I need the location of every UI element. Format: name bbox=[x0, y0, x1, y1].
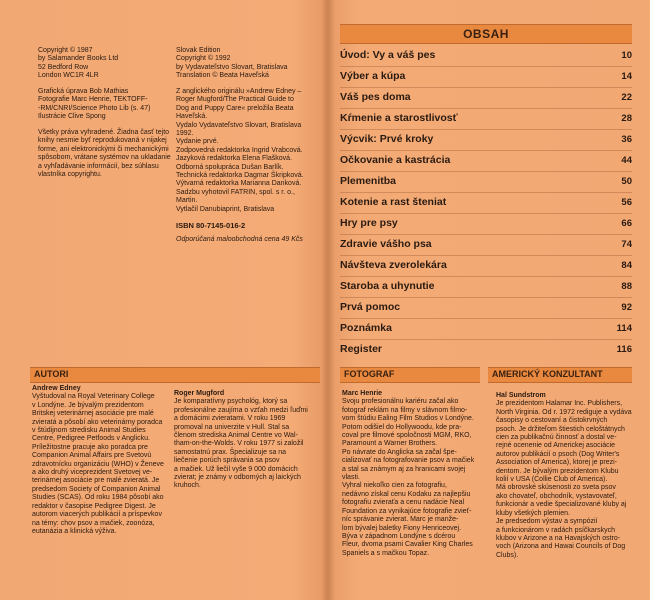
text-line: v štúdijnom stredisku Animal Studies bbox=[32, 427, 146, 435]
text-line: kolií v USA (Collie Club of America). bbox=[496, 476, 608, 484]
text-line: Potom odišiel do Hollywoodu, kde pra- bbox=[342, 423, 462, 431]
text-line: samostatnú prax. Špecializuje sa na bbox=[174, 448, 287, 456]
text-line: a ako druhý viceprezident Svetovej ve- bbox=[32, 469, 153, 477]
text-line: fotograf reklám na filmy v slávnom filmo- bbox=[342, 406, 468, 414]
text-line: ako chovateľ, obchodník, vystavovateľ, bbox=[496, 492, 617, 500]
text-line: Centre, Pedigree Petfoods v Anglicku. bbox=[32, 435, 150, 443]
text-line: Spaniels a s mačkou Topaz. bbox=[342, 549, 430, 557]
toc-item-page: 50 bbox=[621, 176, 632, 187]
bio-edney bbox=[32, 385, 164, 536]
toc-item bbox=[340, 277, 632, 298]
bio-name: Marc Henrie bbox=[342, 390, 383, 397]
toc-item bbox=[340, 214, 632, 235]
text-line: voch (Arizona and Hawai Councils of Dog bbox=[496, 543, 626, 551]
text-line: spôsobom, vrátane systémov na ukladanie bbox=[38, 154, 171, 162]
text-line: členom strediska Animal Centre vo Wal- bbox=[174, 432, 298, 440]
text-line: cien za publikačnú činnosť a dostal ve- bbox=[496, 434, 617, 442]
text-line: Foundation za vynikajúce fotografie zvieť- bbox=[342, 507, 472, 515]
toc-item-title: Kŕmenie a starostlivosť bbox=[340, 112, 458, 124]
text-line: knihy nesmie byť reprodukovaná v nijakej bbox=[38, 137, 167, 145]
text-line: Vyhral niekoľko cien za fotografiu, bbox=[342, 482, 447, 490]
toc-item-title: Poznámka bbox=[340, 322, 392, 334]
text-line: Po návrate do Anglicka sa začal špe- bbox=[342, 448, 457, 456]
toc-item bbox=[340, 67, 632, 88]
text-line: Paramount a Warner Brothers. bbox=[342, 440, 438, 448]
text-line: Copyright © 1992 bbox=[176, 55, 231, 63]
toc-item-page: 22 bbox=[621, 92, 632, 103]
text-line: North Virginia. Od r. 1972 rediguje a vydáva bbox=[496, 408, 632, 416]
toc-item bbox=[340, 340, 632, 360]
text-line: forme, ani elektronickými či mechanickými bbox=[38, 145, 169, 153]
toc-item bbox=[340, 235, 632, 256]
text-line: zvierat; je známy v odborných aj laických bbox=[174, 474, 301, 482]
text-line: eutanázia a klinická výživa. bbox=[32, 527, 117, 535]
text-line: Výtvarná redaktorka Marianna Danková. bbox=[176, 180, 302, 188]
toc-heading-bar bbox=[340, 24, 632, 44]
text-line: v Londýne. Je bývalým prezidentom bbox=[32, 401, 144, 409]
text-line: Odborná spolupráca Dušan Barlík. bbox=[176, 163, 284, 171]
toc-item bbox=[340, 256, 632, 277]
bio-name: Roger Mugford bbox=[174, 390, 225, 397]
text-line: a vyhľadávanie informácií, bez súhlasu bbox=[38, 162, 159, 170]
text-line: nedávno získal cenu Kodaku za najlepšiu bbox=[342, 490, 471, 498]
toc-item-title: Výber a kúpa bbox=[340, 70, 406, 82]
toc-item-title: Váš pes doma bbox=[340, 91, 411, 103]
toc-item-title: Staroba a uhynutie bbox=[340, 280, 435, 292]
toc-item-title: Hry pre psy bbox=[340, 217, 398, 229]
text-line: Fleur, dvoma psami Cavalier King Charles bbox=[342, 541, 473, 549]
text-line: Je prezidentom Halamar Inc. Publishers, bbox=[496, 400, 623, 408]
text-line: Britskej veterinárnej asociácie pre malé bbox=[32, 410, 154, 418]
toc-item-page: 10 bbox=[621, 50, 632, 61]
text-line: 52 Bedford Row bbox=[38, 63, 89, 71]
text-line: zvieratá a pôsobí ako veterinárny poradca bbox=[32, 418, 163, 426]
toc-item bbox=[340, 109, 632, 130]
text-line: redaktor v časopise Pedigree Digest. Je bbox=[32, 502, 156, 510]
price-line: Odporúčaná maloobchodná cena 49 Kčs bbox=[176, 236, 303, 243]
text-line: Fotografie Marc Henrie, TEKTOFF- bbox=[38, 96, 148, 104]
section-label: AMERICKÝ KONZULTANT bbox=[492, 369, 603, 379]
toc-item bbox=[340, 193, 632, 214]
text-line: by Vydavateľstvo Slovart, Bratislava bbox=[176, 63, 288, 71]
text-line: Zodpovedná redaktorka Ingrid Vrabcová. bbox=[176, 146, 303, 154]
toc-item-title: Prvá pomoc bbox=[340, 301, 401, 313]
text-line: Dog and Puppy Care« preložila Beata bbox=[176, 104, 294, 112]
text-line: Svoju profesionálnu kariéru začal ako bbox=[342, 398, 459, 406]
toc-item-title: Výcvik: Prvé kroky bbox=[340, 133, 434, 145]
toc-item-title: Očkovanie a kastrácia bbox=[340, 154, 451, 166]
page-fold bbox=[321, 0, 335, 600]
bio-name: Hal Sundstrom bbox=[496, 392, 546, 399]
text-line: klubov v Arizone a na Havajských ostro- bbox=[496, 534, 621, 542]
text-line: vlastníka copyrightu. bbox=[38, 171, 102, 179]
bio-henrie bbox=[342, 390, 474, 558]
original-block bbox=[176, 88, 304, 214]
text-line: Je komparatívny psychológ, ktorý sa bbox=[174, 398, 288, 406]
toc-item-title: Kotenie a rast šteniat bbox=[340, 196, 447, 208]
text-line: terinárnej asociácie pre malé zvieratá. Je bbox=[32, 477, 160, 485]
bio-name: Andrew Edney bbox=[32, 385, 81, 392]
text-line: liečenie porúch správania sa psov bbox=[174, 457, 280, 465]
text-line: časopisy o cestovaní a čistokrvných bbox=[496, 417, 608, 425]
toc-item-title: Zdravie vášho psa bbox=[340, 238, 432, 250]
toc-item-page: 36 bbox=[621, 134, 632, 145]
text-line: -RM/CNRI/Science Photo Lib (s. 47) bbox=[38, 104, 151, 112]
text-line: kluby všetkých plemien. bbox=[496, 509, 570, 517]
text-line: Príležitostne pracuje ako poradca pre bbox=[32, 443, 148, 451]
text-line: rejné ocenenie od Americkej asociácie bbox=[496, 442, 616, 450]
toc-item-page: 92 bbox=[621, 302, 632, 313]
toc-item bbox=[340, 151, 632, 172]
text-line: a domácimi zvieratami. V roku 1969 bbox=[174, 415, 286, 423]
text-line: Slovak Edition bbox=[176, 47, 221, 54]
text-line: autorom viacerých publikácií a príspevkov bbox=[32, 511, 162, 519]
toc-item bbox=[340, 46, 632, 67]
text-line: Vytlačil Danubiaprint, Bratislava bbox=[176, 205, 275, 213]
text-line: fotografiu zvieraťa a cenu nadácie Neal bbox=[342, 499, 465, 507]
section-bar-autori bbox=[30, 367, 320, 383]
text-line: a mačiek. Už liečil vyše 9 000 domácich bbox=[174, 465, 298, 473]
bio-mugford bbox=[174, 390, 308, 491]
toc-item bbox=[340, 130, 632, 151]
toc-item-page: 28 bbox=[621, 113, 632, 124]
text-line: Companion Animal Affairs pre Svetovú bbox=[32, 452, 152, 460]
text-line: vlasti. bbox=[342, 474, 360, 482]
text-line: kruhoch. bbox=[174, 482, 201, 490]
bio-sundstrom bbox=[496, 392, 632, 560]
text-line: vom štúdiu Ealing Film Studios v Londýne. bbox=[342, 415, 474, 423]
text-line: níc správanie zvierat. Marc je manže- bbox=[342, 516, 459, 524]
toc-item bbox=[340, 298, 632, 319]
toc-item-page: 14 bbox=[621, 71, 632, 82]
text-line: cializovať na fotografovanie psov a mačiek bbox=[342, 457, 475, 465]
text-line: London WC1R 4LR bbox=[38, 72, 99, 80]
copyright-block bbox=[38, 47, 118, 81]
text-line: Ilustrácie Clive Spong bbox=[38, 113, 106, 121]
toc-item-page: 88 bbox=[621, 281, 632, 292]
toc-item bbox=[340, 88, 632, 109]
text-line: 1992. bbox=[176, 130, 194, 138]
text-line: Translation © Beata Haveľská bbox=[176, 72, 269, 80]
text-line: Býva v západnom Londýne s dcérou bbox=[342, 532, 456, 540]
text-line: Má obrovské skúsenosti zo sveta psov bbox=[496, 484, 616, 492]
text-line: predsedom Society of Companion Animal bbox=[32, 485, 161, 493]
text-line: Association of America), ktorej je prezi- bbox=[496, 459, 617, 467]
toc-item-page: 114 bbox=[616, 323, 632, 334]
isbn: ISBN 80-7145-016-2 bbox=[176, 221, 246, 230]
text-line: Sadzbu vyhotovil FATRIN, spol. s r. o., bbox=[176, 188, 295, 196]
toc-item bbox=[340, 172, 632, 193]
text-line: tham-on-the-Wolds. V roku 1977 si založil bbox=[174, 440, 304, 448]
text-line: promoval na univerzite v Hull. Stal sa bbox=[174, 423, 290, 431]
edition-block bbox=[176, 47, 288, 81]
text-line: zdravotnícku organizáciu (WHO) v Ženeve bbox=[32, 460, 164, 468]
text-line: a funkcionárom v radách psíčkarskych bbox=[496, 526, 616, 534]
toc-item-title: Úvod: Vy a váš pes bbox=[340, 49, 436, 61]
text-line: Je predsedom výstav a sympózií bbox=[496, 518, 598, 526]
toc-heading: OBSAH bbox=[463, 27, 509, 41]
text-line: Technická redaktorka Dagmar Škripková. bbox=[176, 172, 304, 180]
section-label: AUTORI bbox=[34, 369, 69, 379]
toc-item-page: 66 bbox=[621, 218, 632, 229]
text-line: autorov publikácií o psoch (Dog Writer's bbox=[496, 450, 620, 458]
text-line: by Salamander Books Ltd bbox=[38, 55, 119, 63]
text-line: na témy: chov psov a mačiek, zoonóza, bbox=[32, 519, 155, 527]
text-line: Vyštudoval na Royal Veterinary College bbox=[32, 393, 155, 401]
toc-item-title: Návšteva zverolekára bbox=[340, 259, 447, 271]
section-bar-fotograf bbox=[340, 367, 480, 383]
toc-item-title: Plemenitba bbox=[340, 175, 397, 187]
text-line: Jazyková redaktorka Elena Flašková. bbox=[176, 155, 292, 163]
toc-item-title: Register bbox=[340, 343, 383, 355]
text-line: a stal sa známym aj za hranicami svojej bbox=[342, 465, 466, 473]
text-line: lom bývalej baletky Fiony Henriceovej. bbox=[342, 524, 462, 532]
toc-item-page: 44 bbox=[621, 155, 632, 166]
text-line: Z anglického originálu »Andrew Edney – bbox=[176, 88, 302, 95]
rights-block bbox=[38, 129, 171, 179]
credits-block bbox=[38, 88, 150, 122]
text-line: Haveľská. bbox=[176, 113, 208, 121]
text-line: Martin. bbox=[176, 197, 198, 205]
text-line: Roger Mugford/The Practical Guide to bbox=[176, 96, 294, 104]
text-line: psoch. Je držiteľom štiestich celoštátnych bbox=[496, 425, 625, 433]
text-line: coval pre filmové spoločnosti MGM, RKO, bbox=[342, 432, 472, 440]
section-bar-konzultant bbox=[488, 367, 632, 383]
text-line: funkcionár a vedie špecializované kluby aj bbox=[496, 501, 627, 509]
text-line: dentom. Je bývalým prezidentom Klubu bbox=[496, 467, 619, 475]
toc-item-page: 74 bbox=[621, 239, 632, 250]
section-label: FOTOGRAF bbox=[344, 369, 395, 379]
text-line: Vydalo Vydavateľstvo Slovart, Bratislava bbox=[176, 121, 302, 129]
text-line: Grafická úprava Bob Mathias bbox=[38, 88, 129, 95]
text-line: Studies (SCAS). Od roku 1984 pôsobí ako bbox=[32, 494, 164, 502]
toc-item-page: 84 bbox=[621, 260, 632, 271]
text-line: Copyright © 1987 bbox=[38, 47, 93, 54]
text-line: Všetky práva vyhradené. Žiadna časť tejto bbox=[38, 129, 170, 136]
toc-item-page: 116 bbox=[616, 344, 632, 355]
text-line: Clubs). bbox=[496, 551, 519, 559]
text-line: profesionálne zaujíma o vzťah medzi ľuďmi bbox=[174, 406, 308, 414]
toc-item-page: 56 bbox=[621, 197, 632, 208]
text-line: Vydanie prvé. bbox=[176, 138, 219, 146]
